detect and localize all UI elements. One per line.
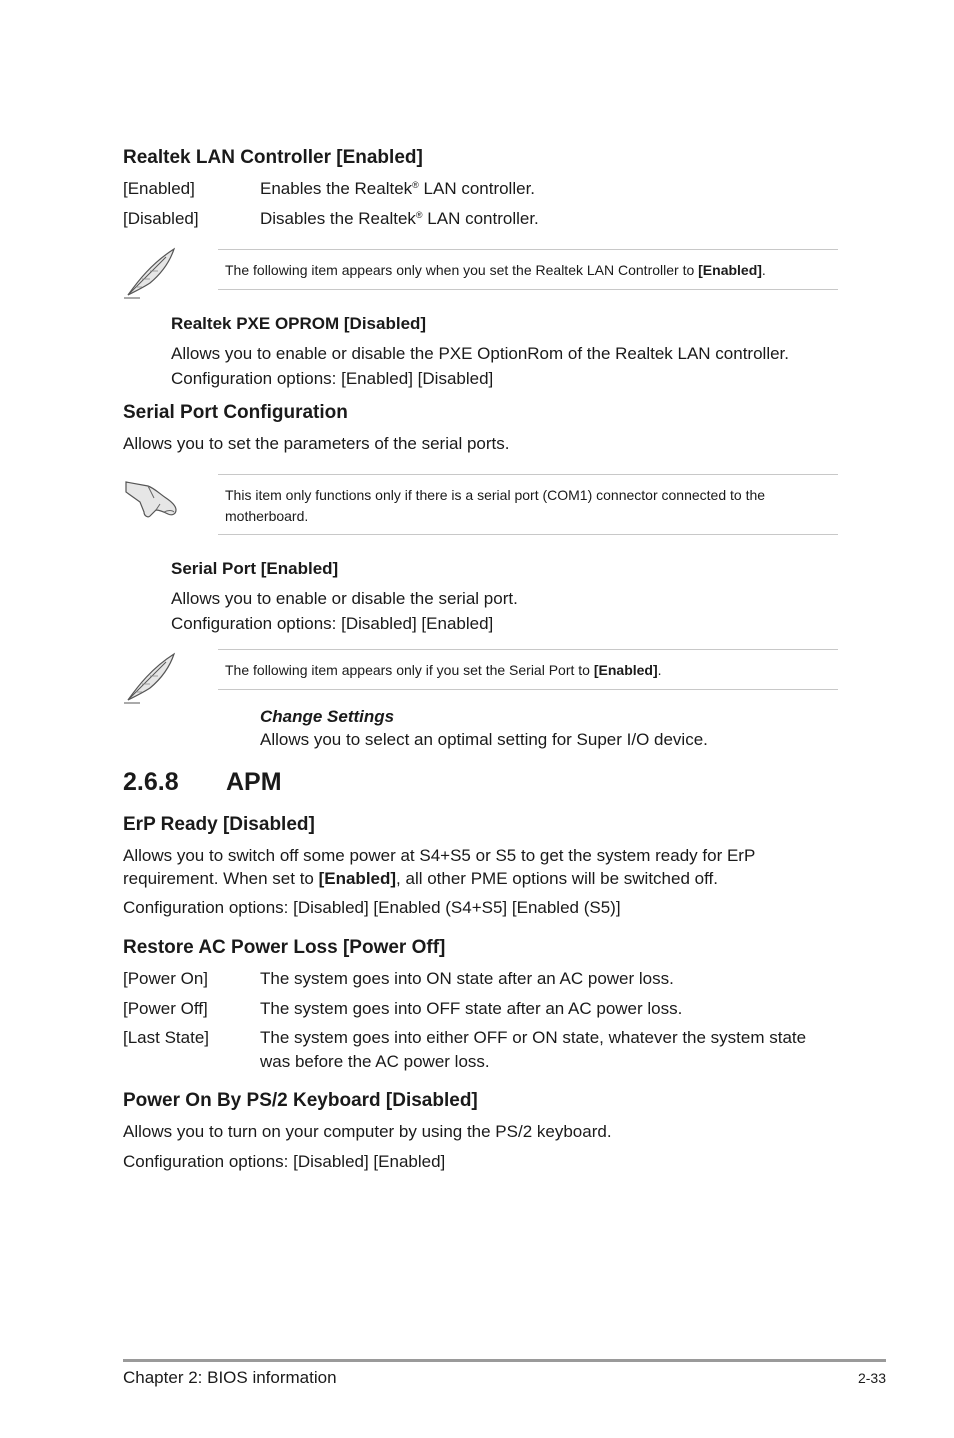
note-rule-top <box>218 649 838 650</box>
serial-port-config: Configuration options: [Disabled] [Enabled] <box>171 614 494 633</box>
change-settings-heading: Change Settings <box>260 707 395 726</box>
option-key: [Power Off] <box>123 999 208 1018</box>
section-number: 2.6.8 <box>123 768 179 796</box>
pxe-config: Configuration options: [Enabled] [Disabled] <box>171 369 494 388</box>
note-rule-bottom <box>218 534 838 535</box>
note-text: The following item appears only if you set the Serial Port to [Enabled]. <box>225 662 662 678</box>
serial-config-desc: Allows you to set the parameters of the serial ports. <box>123 434 510 453</box>
note-rule-top <box>218 249 838 250</box>
change-settings-desc: Allows you to select an optimal setting for Super I/O device. <box>260 730 708 749</box>
ps2-desc: Allows you to turn on your computer by using the PS/2 keyboard. <box>123 1122 612 1141</box>
note-rule-bottom <box>218 289 838 290</box>
feather-pen-icon <box>120 648 182 704</box>
note-rule-top <box>218 474 838 475</box>
erp-heading: ErP Ready [Disabled] <box>123 814 315 835</box>
footer-rule <box>123 1359 886 1362</box>
option-desc: Enables the Realtek® LAN controller. <box>260 179 536 198</box>
note-text: The following item appears only when you set the Realtek LAN Controller to [Enabled]. <box>225 262 766 278</box>
erp-desc-line2: requirement. When set to [Enabled], all other PME options will be switched off. <box>123 869 718 888</box>
realtek-lan-heading: Realtek LAN Controller [Enabled] <box>123 147 423 168</box>
pxe-heading: Realtek PXE OPROM [Disabled] <box>171 314 427 333</box>
ps2-heading: Power On By PS/2 Keyboard [Disabled] <box>123 1090 478 1111</box>
note-rule-bottom <box>218 689 838 690</box>
restore-ac-heading: Restore AC Power Loss [Power Off] <box>123 937 446 958</box>
option-key: [Last State] <box>123 1028 209 1047</box>
option-desc: The system goes into ON state after an AC power loss. <box>260 969 674 988</box>
footer-page-number: 2-33 <box>857 1370 886 1386</box>
option-key: [Power On] <box>123 969 209 988</box>
option-desc: The system goes into either OFF or ON state, whatever the system state was before the AC power loss. <box>260 1028 807 1071</box>
pxe-desc: Allows you to enable or disable the PXE OptionRom of the Realtek LAN controller. <box>171 344 790 363</box>
option-desc: Disables the Realtek® LAN controller. <box>260 209 539 228</box>
pointing-hand-icon <box>120 472 182 528</box>
option-key: [Enabled] <box>123 179 195 198</box>
footer-chapter: Chapter 2: BIOS information <box>123 1368 337 1387</box>
ps2-config: Configuration options: [Disabled] [Enabled] <box>123 1152 446 1171</box>
option-key: [Disabled] <box>123 209 199 228</box>
serial-port-desc: Allows you to enable or disable the serial port. <box>171 589 518 608</box>
serial-port-heading: Serial Port [Enabled] <box>171 559 339 578</box>
option-desc: The system goes into OFF state after an AC power loss. <box>260 999 683 1018</box>
note-text: This item only functions only if there is a serial port (COM1) connector connected to the motherboard. <box>225 487 766 524</box>
section-title: APM <box>226 768 282 796</box>
erp-config: Configuration options: [Disabled] [Enabled (S4+S5] [Enabled (S5)] <box>123 898 621 917</box>
erp-desc-line1: Allows you to switch off some power at S4+S5 or S5 to get the system ready for ErP <box>123 846 756 865</box>
feather-pen-icon <box>120 243 182 299</box>
serial-config-heading: Serial Port Configuration <box>123 402 348 423</box>
